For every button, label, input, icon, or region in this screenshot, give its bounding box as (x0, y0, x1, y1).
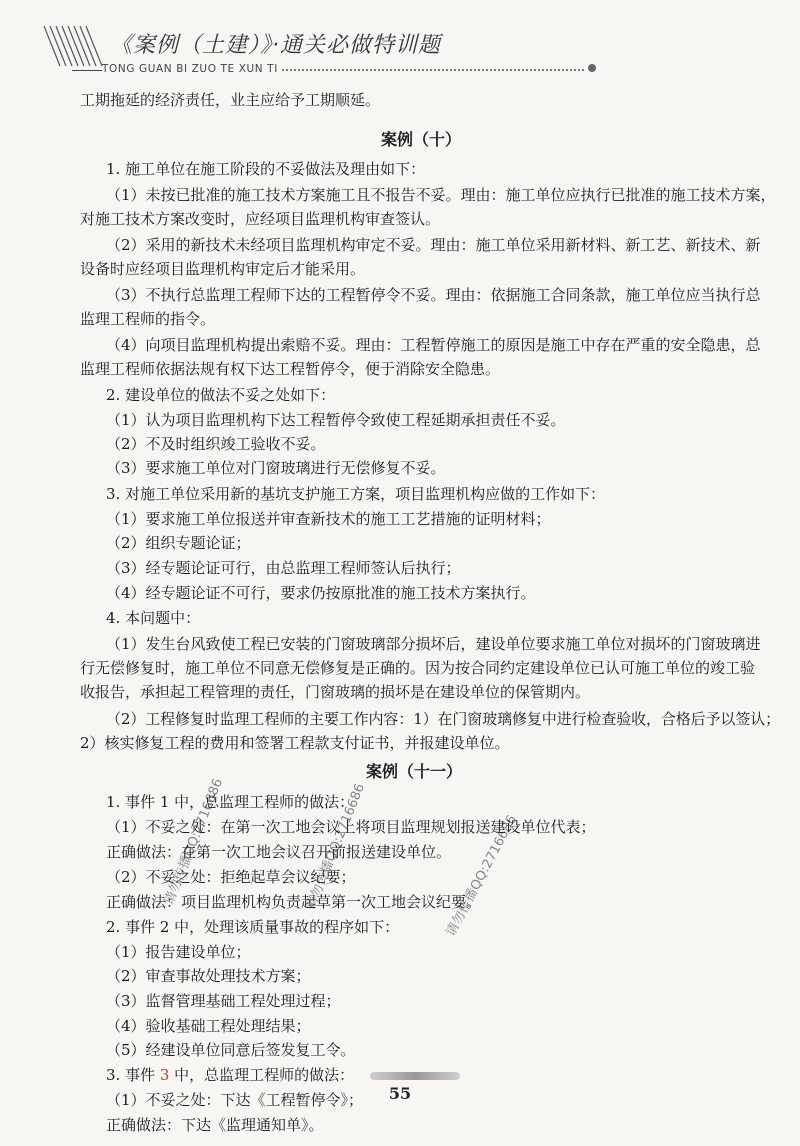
text-line-content: （1）认为项目监理机构下达工程暂停令致使工程延期承担责任不妥。 (106, 411, 566, 429)
watermark-text: 请勿传播QQ:2716686 (161, 776, 227, 908)
text-line-content: （1）报告建设单位； (106, 943, 251, 961)
text-line-content: 3. 对施工单位采用新的基坑支护施工方案，项目监理机构应做的工作如下： (106, 485, 606, 503)
text-line (106, 507, 551, 531)
text-line-content: 正确做法：在第一次工地会议召开前报送建设单位。 (106, 843, 452, 861)
running-header (0, 0, 800, 82)
text-line-content: （5）经建设单位同意后签发复工令。 (106, 1041, 356, 1059)
text-line (106, 581, 536, 605)
text-line (106, 964, 311, 988)
text-line-content: 对施工技术方案改变时，应经项目监理机构审查签认。 (80, 210, 441, 228)
text-line-content: 1. 施工单位在施工阶段的不妥做法及理由如下： (106, 160, 426, 178)
text-line (106, 707, 780, 731)
text-line (106, 1113, 324, 1137)
text-line (80, 257, 365, 281)
text-line (106, 915, 399, 939)
text-line-content: （2）组织专题论证； (106, 534, 251, 552)
text-line-content: 4. 本问题中： (106, 609, 201, 627)
text-line-content: （3）不执行总监理工程师下达的工程暂停令不妥。理由：依据施工合同条款，施工单位应当执行总 (106, 286, 761, 304)
text-line-content: （3）监督管理基础工程处理过程； (106, 992, 341, 1010)
text-line (106, 233, 761, 257)
watermark-text: 请勿传播QQ:2716686 (443, 812, 521, 939)
event-number-highlight: 3 (159, 1066, 170, 1084)
text-line-content: （3）经专题论证可行，由总监理工程师签认后执行； (106, 559, 461, 577)
text-line (80, 680, 590, 704)
header-end-dot (588, 64, 596, 72)
text-line-content: （2）审查事故处理技术方案； (106, 967, 311, 985)
text-line (80, 731, 510, 755)
text-line (106, 840, 451, 864)
text-line-content: （1）未按已批准的施工技术方案施工且不报告不妥。理由：施工单位应执行已批准的施工技术方案， (106, 186, 776, 204)
text-line (106, 531, 251, 555)
text-line-content: 正确做法：下达《监理通知单》。 (106, 1116, 324, 1134)
text-line (106, 632, 761, 656)
text-line-content: （1）发生台风致使工程已安装的门窗玻璃部分损坏后，建设单位要求施工单位对损坏的门窗玻璃进 (106, 635, 761, 653)
text-line (80, 88, 380, 112)
footer-decoration-bar (370, 1072, 460, 1080)
text-line (106, 456, 446, 480)
text-line (80, 656, 755, 680)
text-line-content: （2）工程修复时监理工程师的主要工作内容：1）在门窗玻璃修复中进行检查验收，合格后予以签认； (106, 710, 780, 728)
text-line (80, 207, 440, 231)
case-title (366, 760, 462, 784)
text-line-content: 案例（十） (381, 130, 462, 149)
text-line-content: （4）经专题论证不可行，要求仍按原批准的施工技术方案执行。 (106, 584, 536, 602)
text-line-content: （4）向项目监理机构提出索赔不妥。理由：工程暂停施工的原因是施工中存在严重的安全隐患，总 (106, 336, 761, 354)
text-line-content: （2）不及时组织竣工验收不妥。 (106, 435, 326, 453)
text-line-content: （1）不妥之处：下达《工程暂停令》； (106, 1091, 364, 1109)
text-line-content: 3. 事件 (106, 1066, 160, 1084)
text-line-content: 监理工程师依据法规有权下达工程暂停令，便于消除安全隐患。 (80, 360, 501, 378)
text-line (106, 333, 761, 357)
text-line-content: 收报告，承担起工程管理的责任，门窗玻璃的损坏是在建设单位的保管期内。 (80, 683, 591, 701)
text-line (106, 1038, 356, 1062)
text-line-content: 案例（十一） (366, 762, 463, 781)
text-line-content: 1. 事件 1 中，总监理工程师的做法： (106, 793, 355, 811)
text-line-content: （4）验收基础工程处理结果； (106, 1017, 311, 1035)
header-subtitle: TONG GUAN BI ZUO TE XUN TI (102, 63, 278, 75)
text-line (106, 940, 251, 964)
text-line-content: 监理工程师的指令。 (80, 310, 216, 328)
text-line-content: （3）要求施工单位对门窗玻璃进行无偿修复不妥。 (106, 459, 446, 477)
text-line (106, 1014, 311, 1038)
text-line (106, 606, 200, 630)
header-hatch-decoration (40, 26, 110, 70)
text-line-content: 工期拖延的经济责任，业主应给予工期顺延。 (80, 91, 381, 109)
text-line-content: 设备时应经项目监理机构审定后才能采用。 (80, 260, 366, 278)
header-dotted-rule (282, 69, 584, 71)
text-line (106, 283, 761, 307)
text-line (106, 183, 776, 207)
text-line (106, 408, 566, 432)
text-line (106, 989, 341, 1013)
text-line-content: （1）要求施工单位报送并审查新技术的施工工艺措施的证明材料； (106, 510, 551, 528)
page-number: 55 (388, 1084, 412, 1103)
text-line (106, 383, 335, 407)
text-line (106, 482, 605, 506)
text-line-content: 正确做法：项目监理机构负责起草第一次工地会议纪要。 (106, 893, 482, 911)
text-line (106, 157, 425, 181)
text-line (80, 307, 215, 331)
text-line (106, 790, 354, 814)
text-line-continuation: 中，总监理工程师的做法： (169, 1066, 355, 1084)
text-line (106, 556, 461, 580)
text-line-content: 行无偿修复时，施工单位不同意无偿修复是正确的。因为按合同约定建设单位已认可施工单位的竣工验 (80, 659, 756, 677)
text-line-content: （2）不妥之处：拒绝起草会议纪要； (106, 868, 356, 886)
text-line (80, 357, 500, 381)
text-line-content: （2）采用的新技术未经项目监理机构审定不妥。理由：施工单位采用新材料、新工艺、新技术、新 (106, 236, 761, 254)
case-title (381, 128, 461, 152)
text-line-content: （1）不妥之处：在第一次工地会议上将项目监理规划报送建设单位代表； (106, 818, 596, 836)
text-line (106, 432, 326, 456)
watermark-text: 请勿传播QQ:2716686 (303, 781, 369, 913)
text-line-content: 2. 建设单位的做法不妥之处如下： (106, 386, 336, 404)
header-title: 《案例（土建）》·通关必做特训题 (110, 33, 441, 58)
text-line-content: 2）核实修复工程的费用和签署工程款支付证书，并报建设单位。 (80, 734, 510, 752)
text-line-content: 2. 事件 2 中，处理该质量事故的程序如下： (106, 918, 400, 936)
header-rule (72, 70, 102, 71)
